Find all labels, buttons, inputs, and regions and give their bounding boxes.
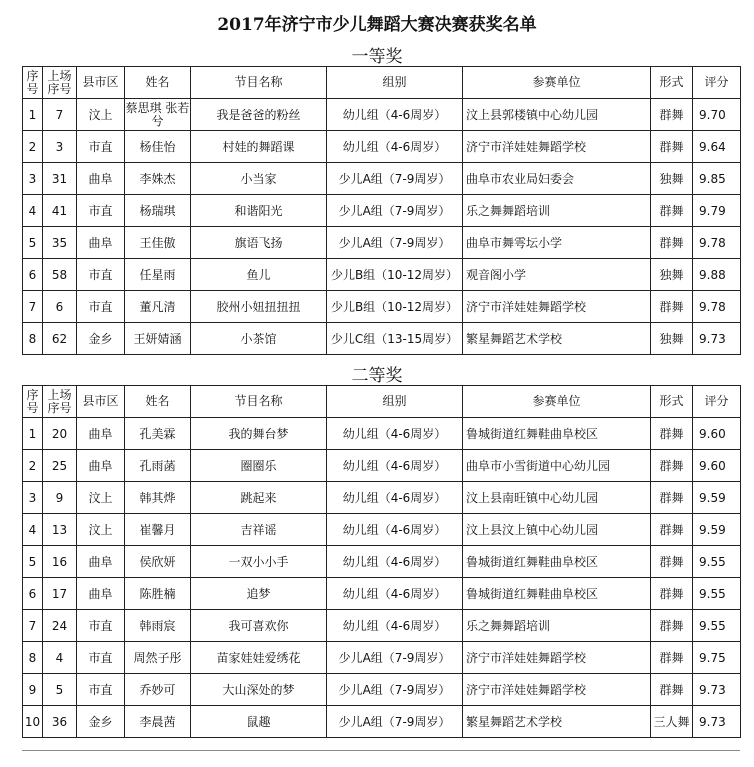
cell-group: 幼儿组（4-6周岁） bbox=[327, 578, 463, 610]
header-stage-seq: 上场序号 bbox=[43, 386, 77, 418]
cell-unit: 济宁市洋娃娃舞蹈学校 bbox=[463, 291, 651, 323]
cell-seq: 5 bbox=[23, 227, 43, 259]
cell-stage: 7 bbox=[43, 99, 77, 131]
cell-score: 9.75 bbox=[693, 642, 741, 674]
cell-unit: 济宁市洋娃娃舞蹈学校 bbox=[463, 674, 651, 706]
cell-unit: 鲁城街道红舞鞋曲阜校区 bbox=[463, 578, 651, 610]
cell-form: 群舞 bbox=[651, 610, 693, 642]
cell-name: 任星雨 bbox=[125, 259, 191, 291]
cell-county: 金乡 bbox=[77, 323, 125, 355]
table-row bbox=[23, 578, 741, 610]
cell-form: 群舞 bbox=[651, 546, 693, 578]
cell-seq: 7 bbox=[23, 610, 43, 642]
cell-seq: 6 bbox=[23, 259, 43, 291]
cell-name: 韩其烨 bbox=[125, 482, 191, 514]
cell-group: 幼儿组（4-6周岁） bbox=[327, 482, 463, 514]
cell-unit: 鲁城街道红舞鞋曲阜校区 bbox=[463, 546, 651, 578]
cell-name: 韩雨宸 bbox=[125, 610, 191, 642]
cell-unit: 曲阜市舞雩坛小学 bbox=[463, 227, 651, 259]
cell-score: 9.88 bbox=[693, 259, 741, 291]
cell-name: 孔雨菡 bbox=[125, 450, 191, 482]
cell-seq: 10 bbox=[23, 706, 43, 738]
cell-stage: 3 bbox=[43, 131, 77, 163]
cell-county: 市直 bbox=[77, 131, 125, 163]
cell-county: 汶上 bbox=[77, 514, 125, 546]
cell-score: 9.73 bbox=[693, 674, 741, 706]
cell-stage: 58 bbox=[43, 259, 77, 291]
cell-stage: 6 bbox=[43, 291, 77, 323]
cell-group: 少儿A组（7-9周岁） bbox=[327, 642, 463, 674]
cell-seq: 2 bbox=[23, 131, 43, 163]
cell-unit: 繁星舞蹈艺术学校 bbox=[463, 706, 651, 738]
cell-score: 9.55 bbox=[693, 610, 741, 642]
table-row bbox=[23, 418, 741, 450]
cell-score: 9.73 bbox=[693, 706, 741, 738]
cell-program: 吉祥谣 bbox=[191, 514, 327, 546]
cell-group: 少儿C组（13-15周岁） bbox=[327, 323, 463, 355]
cell-unit: 繁星舞蹈艺术学校 bbox=[463, 323, 651, 355]
cell-name: 陈胜楠 bbox=[125, 578, 191, 610]
cell-stage: 41 bbox=[43, 195, 77, 227]
cell-county: 汶上 bbox=[77, 99, 125, 131]
cell-unit: 曲阜市小雪街道中心幼儿园 bbox=[463, 450, 651, 482]
cell-unit: 鲁城街道红舞鞋曲阜校区 bbox=[463, 418, 651, 450]
header-unit: 参赛单位 bbox=[463, 386, 651, 418]
cell-score: 9.64 bbox=[693, 131, 741, 163]
cell-program: 鱼儿 bbox=[191, 259, 327, 291]
table-row bbox=[23, 163, 741, 195]
cell-group: 幼儿组（4-6周岁） bbox=[327, 450, 463, 482]
cell-county: 市直 bbox=[77, 674, 125, 706]
table-row bbox=[23, 259, 741, 291]
cell-name: 崔馨月 bbox=[125, 514, 191, 546]
cell-name: 周然子彤 bbox=[125, 642, 191, 674]
cell-stage: 62 bbox=[43, 323, 77, 355]
cell-form: 群舞 bbox=[651, 674, 693, 706]
cell-unit: 乐之舞舞蹈培训 bbox=[463, 610, 651, 642]
cell-stage: 17 bbox=[43, 578, 77, 610]
cell-program: 苗家娃娃爱绣花 bbox=[191, 642, 327, 674]
cell-score: 9.60 bbox=[693, 450, 741, 482]
cell-score: 9.55 bbox=[693, 546, 741, 578]
cell-seq: 3 bbox=[23, 163, 43, 195]
cell-name: 李姝杰 bbox=[125, 163, 191, 195]
header-seq: 序号 bbox=[23, 67, 43, 99]
cell-score: 9.78 bbox=[693, 291, 741, 323]
cell-seq: 3 bbox=[23, 482, 43, 514]
cell-program: 小茶馆 bbox=[191, 323, 327, 355]
cell-group: 少儿A组（7-9周岁） bbox=[327, 195, 463, 227]
cell-program: 跳起来 bbox=[191, 482, 327, 514]
second-prize-table bbox=[22, 385, 741, 738]
header-score: 评分 bbox=[693, 67, 741, 99]
cell-name: 侯欣妍 bbox=[125, 546, 191, 578]
cell-score: 9.55 bbox=[693, 578, 741, 610]
cell-score: 9.60 bbox=[693, 418, 741, 450]
header-group: 组别 bbox=[327, 386, 463, 418]
cell-group: 幼儿组（4-6周岁） bbox=[327, 131, 463, 163]
cell-county: 市直 bbox=[77, 259, 125, 291]
table-row bbox=[23, 99, 741, 131]
cell-name: 蔡思琪 张若兮 bbox=[125, 99, 191, 131]
header-group: 组别 bbox=[327, 67, 463, 99]
cell-program: 我可喜欢你 bbox=[191, 610, 327, 642]
cell-program: 一双小小手 bbox=[191, 546, 327, 578]
cell-unit: 曲阜市农业局妇委会 bbox=[463, 163, 651, 195]
cell-stage: 36 bbox=[43, 706, 77, 738]
cell-seq: 4 bbox=[23, 514, 43, 546]
cell-form: 群舞 bbox=[651, 642, 693, 674]
cell-form: 独舞 bbox=[651, 163, 693, 195]
table-row bbox=[23, 610, 741, 642]
cell-unit: 观音阁小学 bbox=[463, 259, 651, 291]
header-unit: 参赛单位 bbox=[463, 67, 651, 99]
cell-unit: 济宁市洋娃娃舞蹈学校 bbox=[463, 642, 651, 674]
cell-stage: 9 bbox=[43, 482, 77, 514]
cell-seq: 6 bbox=[23, 578, 43, 610]
cell-program: 圈圈乐 bbox=[191, 450, 327, 482]
cell-seq: 1 bbox=[23, 418, 43, 450]
table-row bbox=[23, 546, 741, 578]
cell-form: 群舞 bbox=[651, 578, 693, 610]
cell-group: 少儿B组（10-12周岁） bbox=[327, 291, 463, 323]
cell-seq: 8 bbox=[23, 642, 43, 674]
cell-name: 孔美霖 bbox=[125, 418, 191, 450]
table-row bbox=[23, 227, 741, 259]
table-row bbox=[23, 706, 741, 738]
table-row bbox=[23, 482, 741, 514]
cell-county: 市直 bbox=[77, 291, 125, 323]
header-stage-seq: 上场序号 bbox=[43, 67, 77, 99]
cell-name: 董凡清 bbox=[125, 291, 191, 323]
cell-program: 胶州小妞扭扭扭 bbox=[191, 291, 327, 323]
cell-unit: 汶上县汶上镇中心幼儿园 bbox=[463, 514, 651, 546]
cell-stage: 31 bbox=[43, 163, 77, 195]
cell-form: 群舞 bbox=[651, 514, 693, 546]
cell-county: 市直 bbox=[77, 195, 125, 227]
cell-county: 汶上 bbox=[77, 482, 125, 514]
cell-seq: 4 bbox=[23, 195, 43, 227]
table-header-row bbox=[23, 386, 741, 418]
cell-form: 群舞 bbox=[651, 227, 693, 259]
cell-group: 少儿B组（10-12周岁） bbox=[327, 259, 463, 291]
cell-group: 少儿A组（7-9周岁） bbox=[327, 227, 463, 259]
cell-county: 曲阜 bbox=[77, 546, 125, 578]
table-row bbox=[23, 291, 741, 323]
cell-county: 曲阜 bbox=[77, 163, 125, 195]
section-title-first-prize: 一等奖 bbox=[351, 47, 403, 67]
cell-form: 群舞 bbox=[651, 418, 693, 450]
cell-county: 金乡 bbox=[77, 706, 125, 738]
table-header-row bbox=[23, 67, 741, 99]
cell-form: 群舞 bbox=[651, 131, 693, 163]
section-title-second-prize: 二等奖 bbox=[351, 366, 403, 386]
cell-unit: 汶上县南旺镇中心幼儿园 bbox=[463, 482, 651, 514]
cell-stage: 16 bbox=[43, 546, 77, 578]
cell-group: 幼儿组（4-6周岁） bbox=[327, 514, 463, 546]
table-row bbox=[23, 642, 741, 674]
cell-seq: 7 bbox=[23, 291, 43, 323]
cell-unit: 济宁市洋娃娃舞蹈学校 bbox=[463, 131, 651, 163]
table-row bbox=[23, 195, 741, 227]
cell-name: 李晨茜 bbox=[125, 706, 191, 738]
header-score: 评分 bbox=[693, 386, 741, 418]
cell-name: 王佳傲 bbox=[125, 227, 191, 259]
cell-program: 村娃的舞蹈课 bbox=[191, 131, 327, 163]
cell-program: 和谐阳光 bbox=[191, 195, 327, 227]
cell-form: 群舞 bbox=[651, 99, 693, 131]
cell-form: 群舞 bbox=[651, 291, 693, 323]
cell-stage: 35 bbox=[43, 227, 77, 259]
cell-group: 幼儿组（4-6周岁） bbox=[327, 418, 463, 450]
cell-score: 9.78 bbox=[693, 227, 741, 259]
cell-group: 少儿A组（7-9周岁） bbox=[327, 163, 463, 195]
cell-name: 杨佳怡 bbox=[125, 131, 191, 163]
cell-score: 9.73 bbox=[693, 323, 741, 355]
header-seq: 序号 bbox=[23, 386, 43, 418]
cell-program: 我的舞台梦 bbox=[191, 418, 327, 450]
header-form: 形式 bbox=[651, 67, 693, 99]
header-county: 县市区 bbox=[77, 67, 125, 99]
cell-group: 少儿A组（7-9周岁） bbox=[327, 674, 463, 706]
cell-county: 曲阜 bbox=[77, 227, 125, 259]
header-program: 节目名称 bbox=[191, 386, 327, 418]
page-title: 2017年济宁市少儿舞蹈大赛决赛获奖名单 bbox=[217, 15, 537, 35]
bottom-rule bbox=[22, 750, 740, 751]
cell-seq: 2 bbox=[23, 450, 43, 482]
header-program: 节目名称 bbox=[191, 67, 327, 99]
cell-name: 王妍婧涵 bbox=[125, 323, 191, 355]
cell-stage: 24 bbox=[43, 610, 77, 642]
cell-stage: 25 bbox=[43, 450, 77, 482]
cell-county: 曲阜 bbox=[77, 450, 125, 482]
cell-unit: 汶上县郭楼镇中心幼儿园 bbox=[463, 99, 651, 131]
cell-form: 群舞 bbox=[651, 195, 693, 227]
cell-seq: 9 bbox=[23, 674, 43, 706]
cell-name: 杨瑞琪 bbox=[125, 195, 191, 227]
table-row bbox=[23, 131, 741, 163]
cell-program: 追梦 bbox=[191, 578, 327, 610]
cell-group: 幼儿组（4-6周岁） bbox=[327, 99, 463, 131]
table-row bbox=[23, 674, 741, 706]
cell-group: 幼儿组（4-6周岁） bbox=[327, 546, 463, 578]
cell-name: 乔妙可 bbox=[125, 674, 191, 706]
cell-score: 9.85 bbox=[693, 163, 741, 195]
cell-stage: 5 bbox=[43, 674, 77, 706]
cell-seq: 1 bbox=[23, 99, 43, 131]
cell-stage: 4 bbox=[43, 642, 77, 674]
cell-program: 旗语飞扬 bbox=[191, 227, 327, 259]
cell-score: 9.79 bbox=[693, 195, 741, 227]
cell-county: 曲阜 bbox=[77, 418, 125, 450]
cell-group: 幼儿组（4-6周岁） bbox=[327, 610, 463, 642]
cell-form: 独舞 bbox=[651, 259, 693, 291]
cell-program: 大山深处的梦 bbox=[191, 674, 327, 706]
cell-form: 三人舞 bbox=[651, 706, 693, 738]
cell-score: 9.59 bbox=[693, 482, 741, 514]
cell-form: 群舞 bbox=[651, 482, 693, 514]
cell-program: 鼠趣 bbox=[191, 706, 327, 738]
header-name: 姓名 bbox=[125, 67, 191, 99]
cell-score: 9.70 bbox=[693, 99, 741, 131]
table-row bbox=[23, 323, 741, 355]
cell-score: 9.59 bbox=[693, 514, 741, 546]
cell-program: 我是爸爸的粉丝 bbox=[191, 99, 327, 131]
header-form: 形式 bbox=[651, 386, 693, 418]
first-prize-table bbox=[22, 66, 741, 355]
cell-group: 少儿A组（7-9周岁） bbox=[327, 706, 463, 738]
cell-form: 群舞 bbox=[651, 450, 693, 482]
header-name: 姓名 bbox=[125, 386, 191, 418]
cell-stage: 20 bbox=[43, 418, 77, 450]
cell-county: 市直 bbox=[77, 642, 125, 674]
cell-stage: 13 bbox=[43, 514, 77, 546]
cell-county: 曲阜 bbox=[77, 578, 125, 610]
header-county: 县市区 bbox=[77, 386, 125, 418]
cell-program: 小当家 bbox=[191, 163, 327, 195]
cell-unit: 乐之舞舞蹈培训 bbox=[463, 195, 651, 227]
cell-county: 市直 bbox=[77, 610, 125, 642]
cell-form: 独舞 bbox=[651, 323, 693, 355]
table-row bbox=[23, 514, 741, 546]
cell-seq: 8 bbox=[23, 323, 43, 355]
cell-seq: 5 bbox=[23, 546, 43, 578]
table-row bbox=[23, 450, 741, 482]
